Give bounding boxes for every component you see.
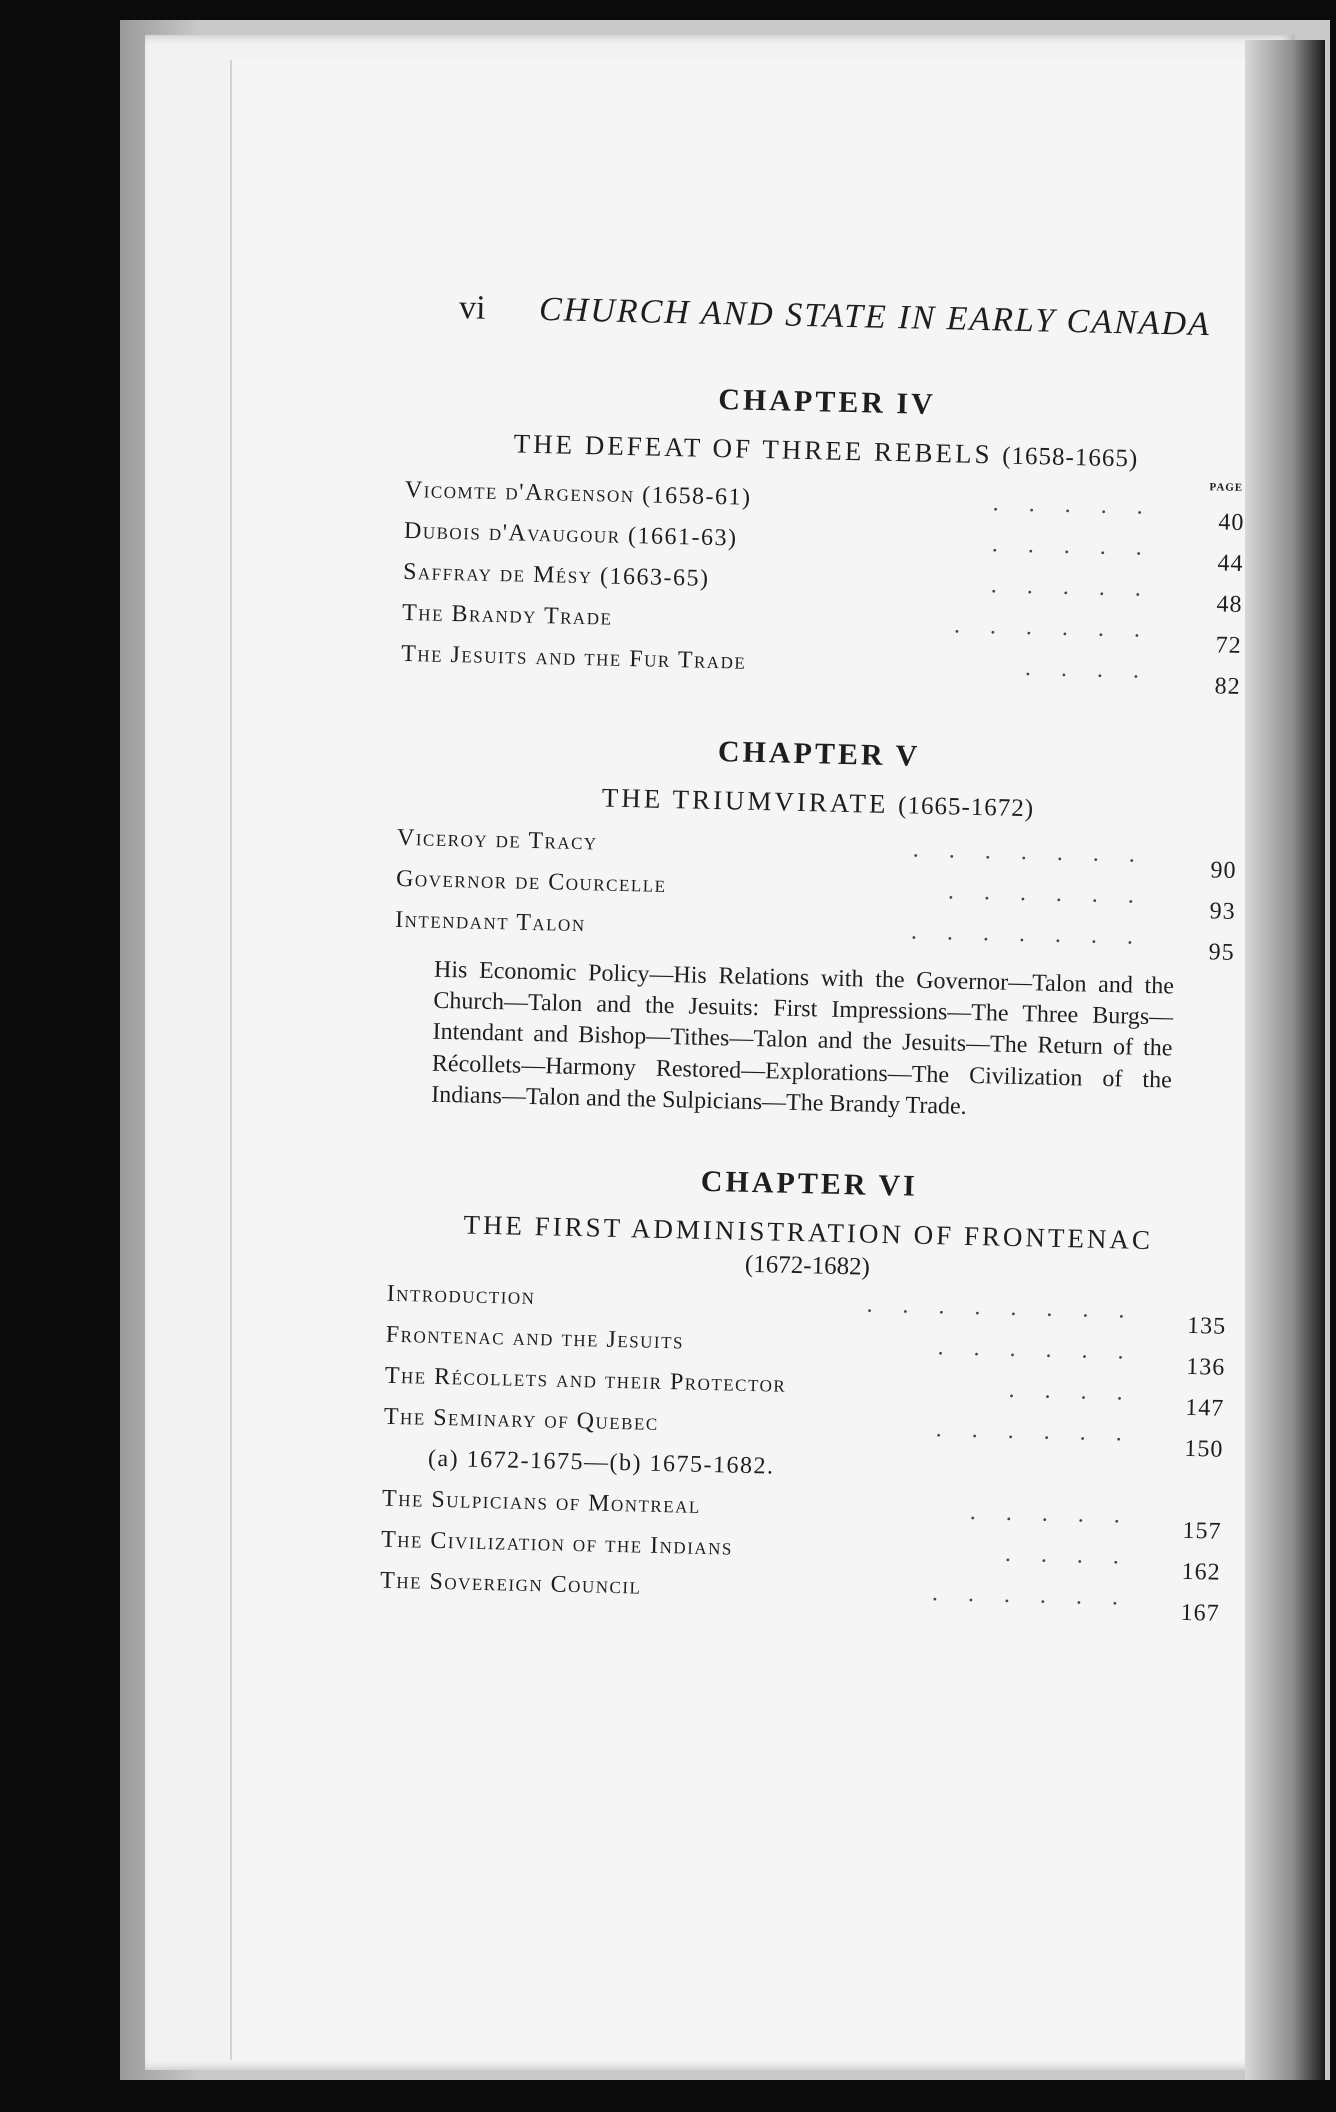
chapter-heading: CHAPTER IV xyxy=(717,383,937,421)
entry-page: 72 xyxy=(1215,632,1242,659)
entry-label: Dubois d'Avaugour (1661-63) xyxy=(403,517,738,552)
dot-leader: . . . . . . . xyxy=(910,918,1146,950)
page-column-label: PAGE xyxy=(1209,481,1244,494)
entry-label: The Seminary of Quebec xyxy=(383,1403,660,1436)
chapter-dates: (1658-1665) xyxy=(1001,442,1139,473)
entry-label: Intendant Talon xyxy=(394,906,586,938)
entry-label: The Brandy Trade xyxy=(401,599,613,631)
dot-leader: . . . . . xyxy=(990,572,1154,602)
entry-label: Introduction xyxy=(386,1280,536,1311)
entry-page: 162 xyxy=(1181,1558,1221,1586)
entry-page xyxy=(1163,1476,1223,1477)
chapter-heading: CHAPTER VI xyxy=(700,1164,919,1203)
entry-label: Frontenac and the Jesuits xyxy=(385,1321,685,1355)
dot-leader: . . . . . xyxy=(969,1498,1133,1529)
chapter-heading: CHAPTER V xyxy=(717,735,921,773)
dot-leader: . . . . . . xyxy=(937,1334,1136,1365)
entry-label: The Sulpicians of Montreal xyxy=(381,1485,702,1519)
entry-page: 82 xyxy=(1214,673,1242,700)
dot-leader: . . . . . xyxy=(992,490,1156,520)
chapter-title-text: THE FIRST ADMINISTRATION OF FRONTENAC xyxy=(463,1209,1154,1256)
entry-label: The Jesuits and the Fur Trade xyxy=(400,640,747,675)
entry-label: The Sovereign Council xyxy=(379,1567,642,1600)
entry-page: 90 xyxy=(1210,857,1237,884)
entry-label: Saffray de Mésy (1663-65) xyxy=(402,558,710,592)
table-of-contents xyxy=(380,268,1250,1626)
chapter-dates: (1672-1682) xyxy=(744,1250,871,1281)
entry-page: 40 xyxy=(1218,509,1245,536)
dot-leader: . . . . . . xyxy=(953,612,1153,643)
folio: vi xyxy=(458,289,486,327)
entry-page: 157 xyxy=(1182,1517,1222,1545)
dot-leader: . . . . . . . . xyxy=(866,1291,1137,1324)
dot-leader: . . . . . . xyxy=(935,1416,1135,1447)
dot-leader: . . . . . xyxy=(991,531,1155,561)
dot-leader: . . . . . . . xyxy=(912,836,1148,868)
entry-label: Vicomte d'Argenson (1658-61) xyxy=(404,476,752,511)
entry-page: 48 xyxy=(1216,591,1243,618)
dot-leader: . . . . . . xyxy=(947,878,1147,909)
entry-label: The Civilization of the Indians xyxy=(380,1526,734,1561)
entry-label: Viceroy de Tracy xyxy=(396,824,599,856)
dot-leader: . . . . xyxy=(1004,1540,1132,1570)
entry-label: The Récollets and their Protector xyxy=(384,1362,787,1398)
running-title: CHURCH AND STATE IN EARLY CANADA xyxy=(538,290,1212,344)
entry-page: 150 xyxy=(1184,1435,1224,1463)
dot-leader: . . . . xyxy=(1024,655,1152,684)
entry-label: Governor de Courcelle xyxy=(395,865,667,898)
entry-page: 135 xyxy=(1186,1312,1227,1340)
chapter-title-text: THE TRIUMVIRATE xyxy=(601,782,889,819)
chapter-title-text: THE DEFEAT OF THREE REBELS xyxy=(513,428,993,470)
chapter-summary: His Economic Policy—His Relations with the Governor—Talon and the Church—Talon and the Jesuits: First Impressions—The Three Burgs—Intendant and Bishop—Tithes—Talon and the Jesuits—The Return of the Récollets—Harmony Restored—Explorations—The Civilization of the Indians—Talon and the Sulpicians—The Brandy Trade. xyxy=(430,956,1175,1120)
entry-page: 93 xyxy=(1209,898,1236,925)
entry-page: 147 xyxy=(1185,1394,1225,1422)
entry-page: 95 xyxy=(1208,939,1235,966)
dot-leader: . . . . xyxy=(1008,1376,1135,1406)
entry-page: 44 xyxy=(1217,550,1244,577)
entry-label: (a) 1672-1675—(b) 1675-1682. xyxy=(427,1445,775,1480)
chapter-dates: (1665-1672) xyxy=(897,792,1035,823)
entry-page: 167 xyxy=(1180,1599,1220,1627)
entry-page: 136 xyxy=(1185,1353,1226,1381)
page-edge xyxy=(1245,40,1325,2080)
dot-leader: . . . . . . xyxy=(931,1580,1131,1611)
